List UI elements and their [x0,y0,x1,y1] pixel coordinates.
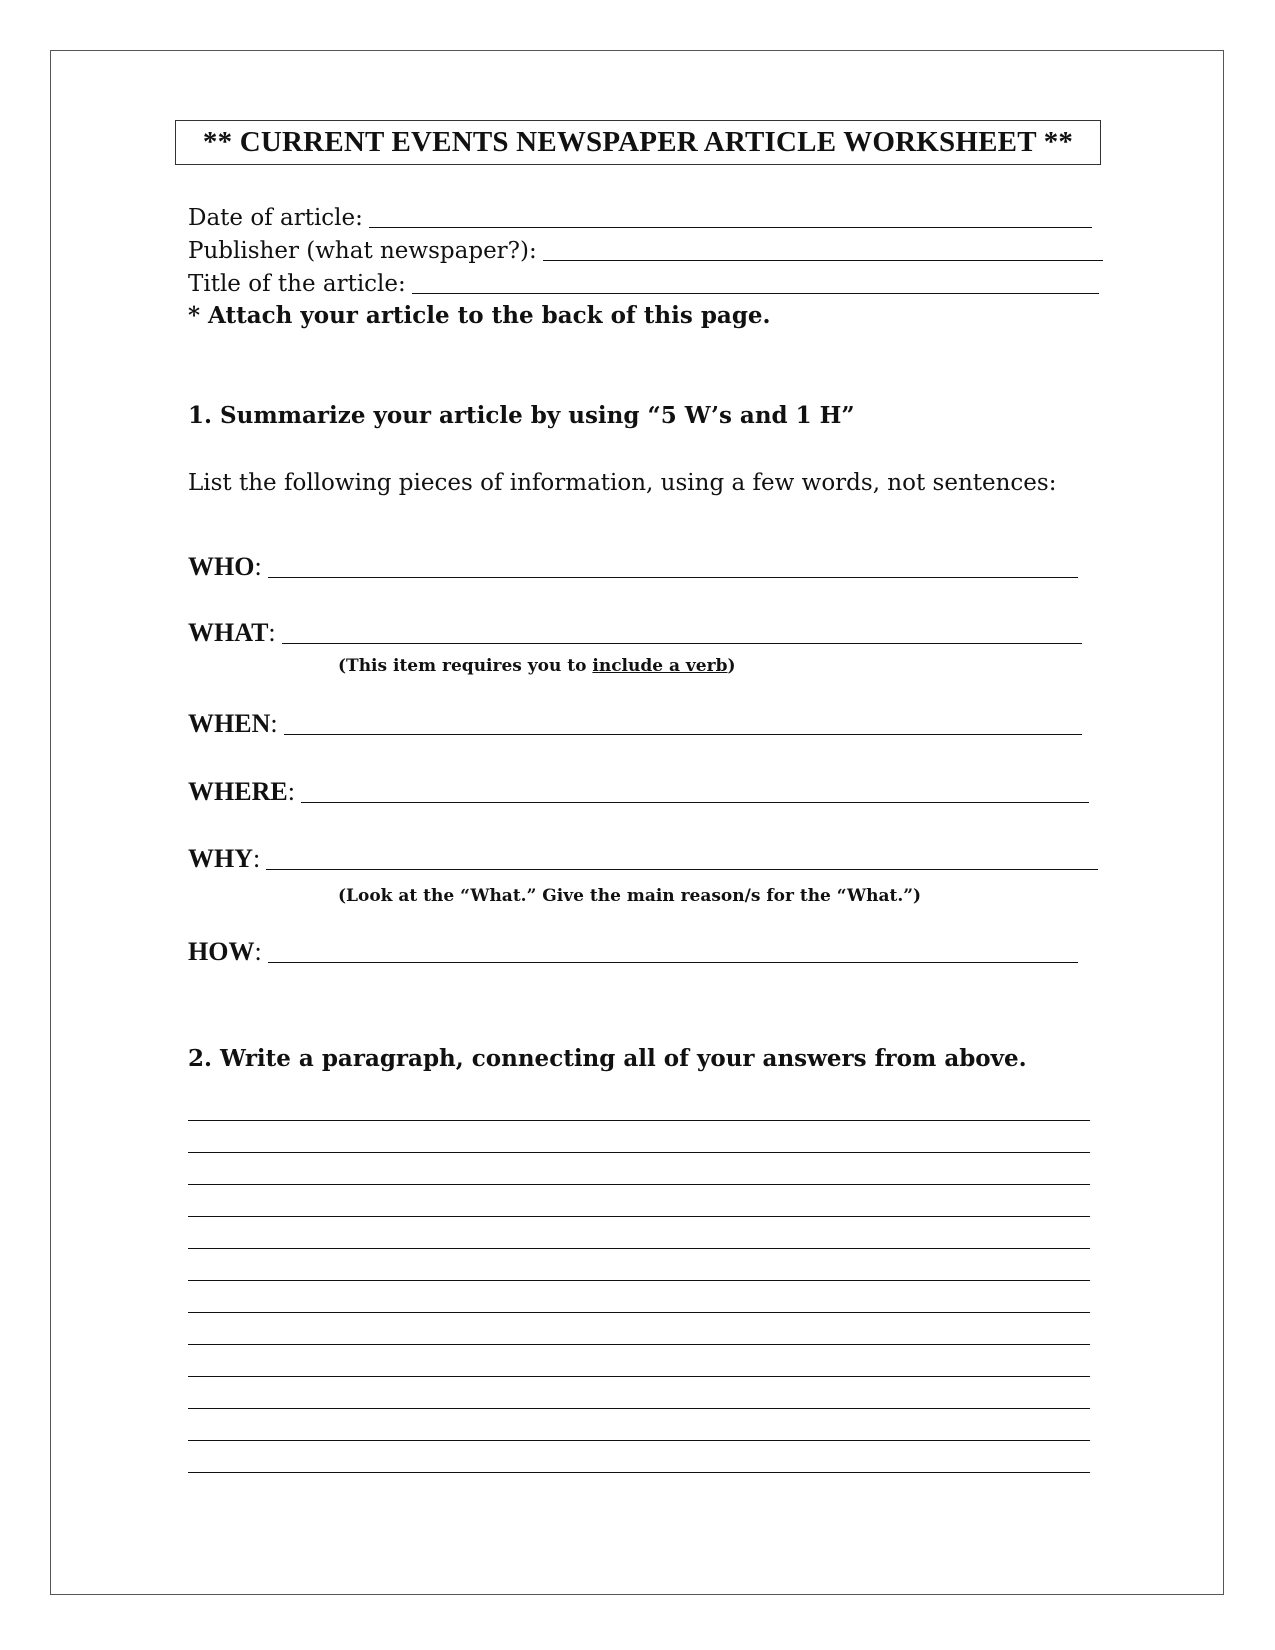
when-row [188,707,1082,737]
attach-note: * Attach your article to the back of this page. [188,302,771,329]
where-label: WHERE [188,777,288,806]
paragraph-line[interactable] [188,1216,1090,1217]
article-title-label: Title of the article: [188,271,406,297]
publisher-label: Publisher (what newspaper?): [188,238,537,264]
what-row [188,616,1082,646]
who-blank[interactable] [268,576,1078,578]
why-note: (Look at the “What.” Give the main reason/s for the “What.”) [338,886,922,906]
what-note [338,656,736,676]
how-blank[interactable] [268,961,1078,963]
date-of-article-label: Date of article: [188,205,363,231]
section2-heading: 2. Write a paragraph, connecting all of your answers from above. [188,1045,1027,1072]
where-colon: : [287,777,295,806]
paragraph-line[interactable] [188,1472,1090,1473]
how-colon: : [254,937,262,966]
paragraph-line[interactable] [188,1280,1090,1281]
publisher-blank[interactable] [543,259,1103,261]
section1-instruction: List the following pieces of information, using a few words, not sentences: [188,470,1057,496]
date-of-article-blank[interactable] [369,226,1092,228]
article-title-blank[interactable] [412,292,1099,294]
why-blank[interactable] [266,868,1098,870]
why-row [188,842,1098,872]
what-colon: : [268,618,276,647]
who-label: WHO [188,552,255,581]
where-row [188,775,1089,805]
when-label: WHEN [188,709,271,738]
where-blank[interactable] [301,801,1089,803]
who-row [188,550,1078,580]
paragraph-line[interactable] [188,1248,1090,1249]
how-row [188,935,1078,965]
publisher-row [188,233,1103,263]
what-note-prefix: (This item requires you to [338,656,593,676]
paragraph-line[interactable] [188,1312,1090,1313]
what-blank[interactable] [282,642,1082,644]
paragraph-line[interactable] [188,1184,1090,1185]
date-of-article-row [188,200,1092,230]
why-colon: : [253,844,261,873]
paragraph-line[interactable] [188,1120,1090,1121]
why-label: WHY [188,844,253,873]
when-colon: : [270,709,278,738]
paragraph-line[interactable] [188,1376,1090,1377]
paragraph-line[interactable] [188,1408,1090,1409]
worksheet-title: ** CURRENT EVENTS NEWSPAPER ARTICLE WORKSHEET ** [175,120,1101,165]
how-label: HOW [188,937,255,966]
paragraph-line[interactable] [188,1344,1090,1345]
article-title-row [188,266,1099,296]
what-note-suffix: ) [727,656,736,676]
section1-heading: 1. Summarize your article by using “5 W’s and 1 H” [188,402,855,429]
paragraph-line[interactable] [188,1152,1090,1153]
paragraph-line[interactable] [188,1440,1090,1441]
what-label: WHAT [188,618,269,647]
who-colon: : [254,552,262,581]
what-note-underlined: include a verb [592,656,728,676]
when-blank[interactable] [284,733,1082,735]
